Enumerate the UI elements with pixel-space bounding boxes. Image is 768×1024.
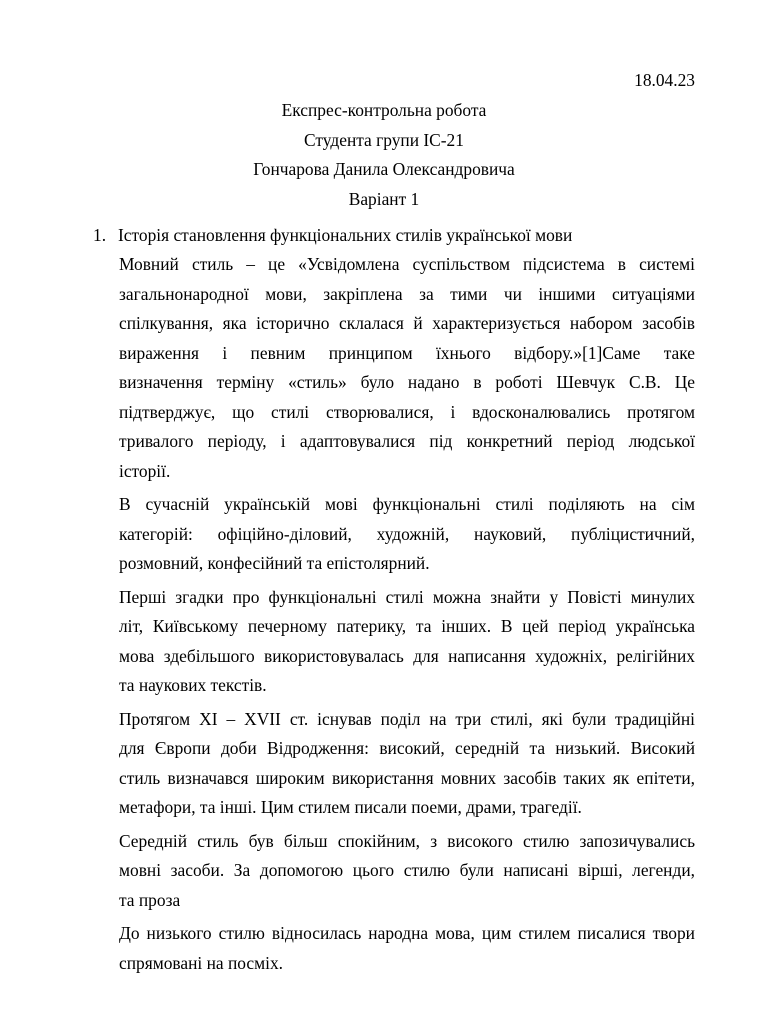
student-name: Гончарова Данила Олександровича [253, 159, 515, 179]
paragraph-line: та наукових текстів. [119, 675, 267, 695]
paragraph-line: Перші згадки про функціональні стилі можна знайти у Повісті минулих [119, 586, 695, 607]
paragraph-line: історії. [119, 460, 171, 481]
paragraph-line: спрямовані на посміх. [119, 952, 284, 973]
paragraph-line: Мовний стиль – це «Усвідомлена суспільством підсистема в системі [119, 254, 695, 274]
paragraph-line: мова здебільшого використовувалась для написання художніх, релігійних [119, 645, 695, 666]
paragraph-line: вираження і певним принципом їхнього відбору.»[1]Саме таке [119, 342, 695, 363]
paragraph [119, 490, 695, 579]
paragraph-line: загальнонародної мови, закріплена за тими чи іншими ситуаціями [119, 283, 695, 304]
paragraph [119, 919, 695, 978]
paragraph-line: підтверджує, що стилі створювалися, і вдосконалювались протягом [119, 401, 695, 422]
paragraph-line: категорій: офіційно-діловий, художній, науковий, публіцистичний, [119, 523, 695, 544]
paragraph-line: стиль визначався широким використання мовних засобів таких як епітети, [119, 767, 695, 788]
paragraph-line: В сучасній українській мові функціональні стилі поділяють на сім [119, 494, 695, 514]
paragraph-line: Протягом XI – XVII ст. існував поділ на три стилі, які були традиційні [119, 708, 695, 729]
paragraph-line: літ, Київському печерному патерику, та інших. В цей період українська [119, 616, 695, 636]
paragraph-line: та проза [119, 889, 181, 910]
paragraph-line: тривалого періоду, і адаптовувалися під конкретний період людської [119, 431, 695, 451]
paragraph-line: визначення терміну «стиль» було надано в роботі Шевчук С.В. Це [119, 372, 695, 392]
paragraph-line: мовні засоби. За допомогою цього стилю були написані вірші, легенди, [119, 860, 695, 880]
document-header [0, 96, 768, 214]
paragraph [119, 583, 695, 701]
paragraph [119, 827, 695, 916]
question-item [93, 222, 572, 248]
document-title: Експрес-контрольна робота [281, 100, 487, 120]
document-date: 18.04.23 [634, 70, 695, 90]
question-number: 1. [93, 225, 107, 245]
paragraph-line: для Європи доби Відродження: високий, середній та низький. Високий [119, 738, 695, 758]
paragraph [119, 250, 695, 486]
variant-label: Варіант 1 [348, 188, 420, 209]
question-title: Історія становлення функціональних стилів української мови [118, 225, 573, 245]
paragraph-line: Середній стиль був більш спокійним, з високого стилю запозичувались [119, 830, 695, 851]
paragraph-line: спілкування, яка історично склалася й характеризується набором засобів [119, 313, 695, 333]
paragraph [119, 705, 695, 823]
paragraph-line: До низького стилю відносилась народна мова, цим стилем писалися твори [119, 923, 695, 943]
paragraph-line: розмовний, конфесійний та епістолярний. [119, 553, 430, 573]
answer-body [119, 250, 695, 982]
student-group: Студента групи ІС-21 [304, 129, 464, 150]
paragraph-line: метафори, та інші. Цим стилем писали поеми, драми, трагедії. [119, 797, 582, 817]
